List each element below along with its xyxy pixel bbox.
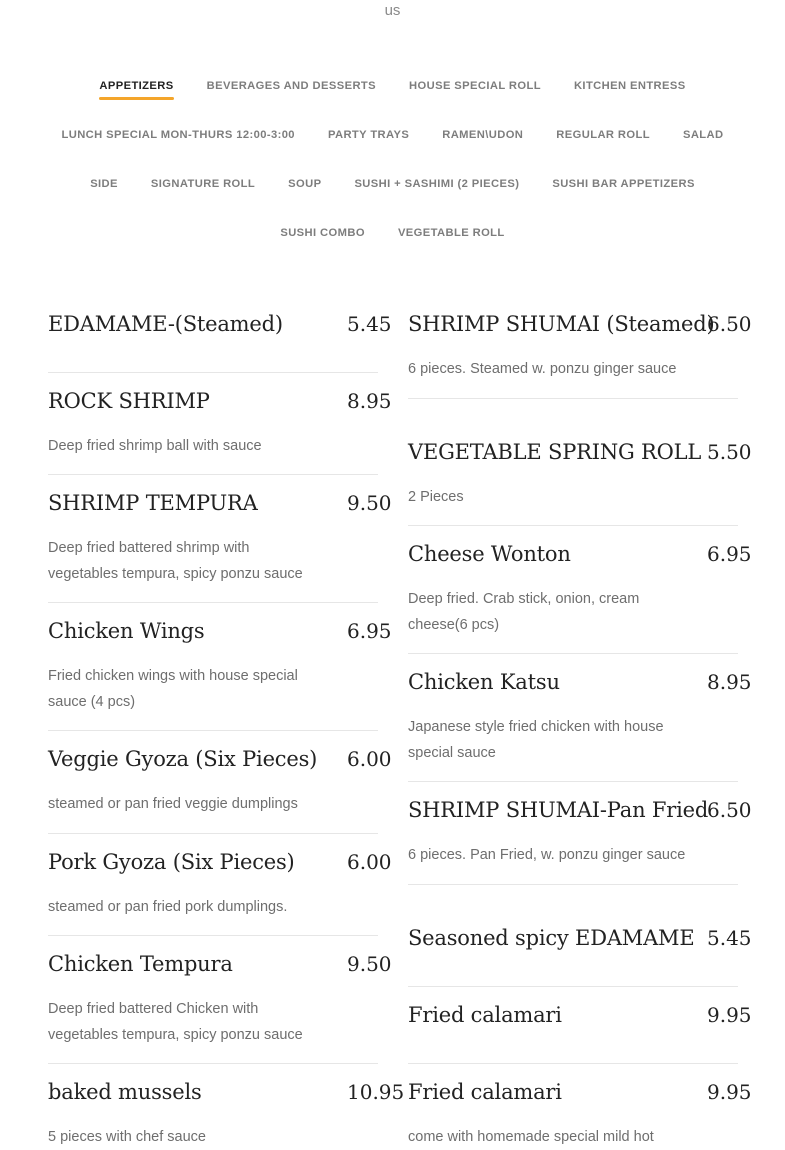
tab-signature-roll[interactable]: SIGNATURE ROLL [150,178,256,190]
tab-sushi-bar-appetizers[interactable]: SUSHI BAR APPETIZERS [552,178,695,190]
menu-item-price: 5.50 [707,440,752,464]
menu-item-name: Cheese Wonton [408,542,571,566]
tab-side[interactable]: SIDE [90,178,118,190]
tab-party-trays[interactable]: PARTY TRAYS [327,129,410,141]
category-tabs-row-3 [0,178,785,198]
divider [408,398,738,399]
menu-item-name: Fried calamari [408,1080,562,1104]
menu-item-price: 9.95 [707,1080,752,1104]
tab-beverages-and-desserts[interactable]: BEVERAGES AND DESSERTS [206,80,377,92]
menu-item-name: baked mussels [48,1080,202,1104]
menu-item-price: 8.95 [707,670,752,694]
menu-item-name: Chicken Tempura [48,952,233,976]
divider [408,1063,738,1064]
divider [48,474,378,475]
menu-item-name: Pork Gyoza (Six Pieces) [48,850,295,874]
tab-kitchen-entress[interactable]: KITCHEN ENTRESS [573,80,686,92]
menu-item-description: Fried chicken wings with house special sauce (4 pcs) [48,668,298,710]
menu-item-price: 6.50 [707,798,752,822]
tab-soup[interactable]: SOUP [288,178,322,190]
menu-item-description: 6 pieces. Pan Fried, w. ponzu ginger sauce [408,847,686,863]
menu-item-name: Fried calamari [408,1003,562,1027]
tab-lunch-special[interactable]: LUNCH SPECIAL MON-THURS 12:00-3:00 [61,129,295,141]
divider [408,781,738,782]
menu-item-description: Deep fried battered Chicken with vegetables tempura, spicy ponzu sauce [48,1001,303,1043]
divider [48,1063,378,1064]
divider [408,884,738,885]
menu-item-description: 5 pieces with chef sauce [48,1129,206,1145]
menu-item-name: ROCK SHRIMP [48,389,210,413]
menu-item-price: 6.95 [707,542,752,566]
menu-item-description: 2 Pieces [408,489,464,505]
menu-item-price: 9.95 [707,1003,752,1027]
divider [408,525,738,526]
menu-item-price: 6.50 [707,312,752,336]
menu-item-name: SHRIMP TEMPURA [48,491,258,515]
menu-item-price: 9.50 [347,491,392,515]
category-tabs-row-1 [0,80,785,100]
header-text: us [384,2,401,19]
category-tabs-row-4 [0,227,785,247]
menu-item-name: EDAMAME-(Steamed) [48,312,283,336]
divider [48,935,378,936]
menu-item-description: come with homemade special mild hot [408,1129,654,1145]
menu-item-description: Deep fried. Crab stick, onion, cream cheese(6 pcs) [408,591,640,633]
tab-vegetable-roll[interactable]: VEGETABLE ROLL [397,227,505,239]
divider [48,372,378,373]
tab-salad[interactable]: SALAD [682,129,724,141]
tab-appetizers[interactable]: APPETIZERS [99,80,173,100]
menu-item-name: Veggie Gyoza (Six Pieces) [48,747,318,771]
tab-sushi-sashimi[interactable]: SUSHI + SASHIMI (2 PIECES) [354,178,520,190]
divider [48,730,378,731]
menu-item-price: 6.95 [347,619,392,643]
menu-item-price: 8.95 [347,389,392,413]
menu-item-name: Chicken Wings [48,619,205,643]
menu-item-price: 10.95 [347,1080,405,1104]
divider [408,653,738,654]
menu-item-description: Japanese style fried chicken with house special sauce [408,719,664,761]
menu-item-price: 9.50 [347,952,392,976]
menu-item-price: 6.00 [347,747,392,771]
menu-item-price: 5.45 [707,926,752,950]
menu-item-name: Chicken Katsu [408,670,560,694]
menu-item-price: 5.45 [347,312,392,336]
menu-item-price: 6.00 [347,850,392,874]
divider [48,602,378,603]
menu-item-name: VEGETABLE SPRING ROLL [408,440,702,464]
menu-item-description: steamed or pan fried pork dumplings. [48,899,288,915]
menu-item-description: Deep fried shrimp ball with sauce [48,438,262,454]
menu-item-description: steamed or pan fried veggie dumplings [48,796,298,812]
menu-item-name: SHRIMP SHUMAI-Pan Fried [408,798,709,822]
menu-item-description: Deep fried battered shrimp with vegetables tempura, spicy ponzu sauce [48,540,303,582]
tab-sushi-combo[interactable]: SUSHI COMBO [280,227,365,239]
tab-house-special-roll[interactable]: HOUSE SPECIAL ROLL [409,80,541,92]
category-tabs-row-2 [0,129,785,149]
divider [48,833,378,834]
menu-item-name: Seasoned spicy EDAMAME [408,926,695,950]
menu-item-description: 6 pieces. Steamed w. ponzu ginger sauce [408,361,677,377]
tab-regular-roll[interactable]: REGULAR ROLL [556,129,650,141]
tab-ramen-udon[interactable]: RAMEN\UDON [442,129,524,141]
menu-item-name: SHRIMP SHUMAI (Steamed) [408,312,715,336]
divider [408,986,738,987]
